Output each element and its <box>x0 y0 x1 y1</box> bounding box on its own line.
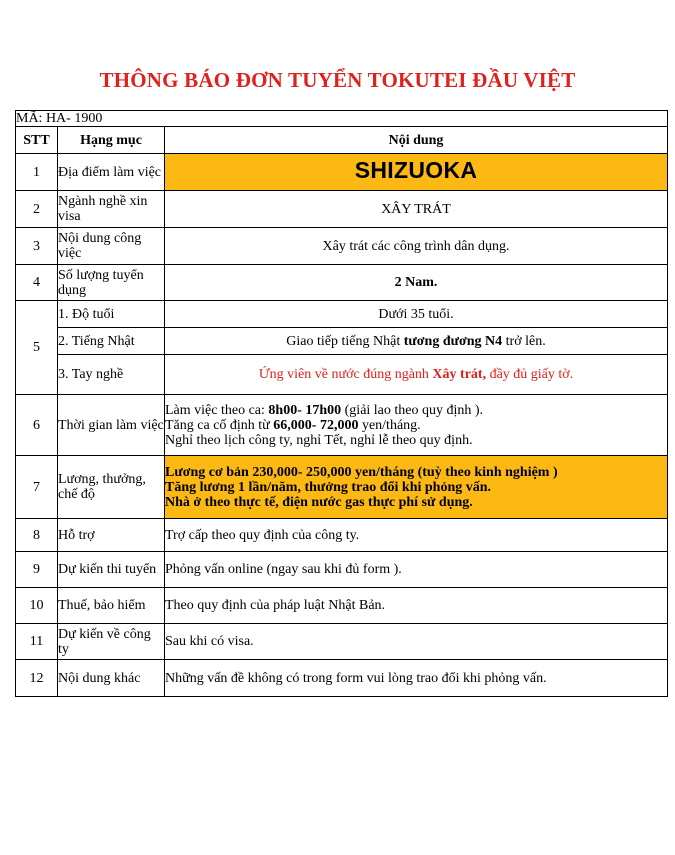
row-content: Trợ cấp theo quy định của công ty. <box>165 519 668 552</box>
text-part: yen/tháng. <box>358 417 421 433</box>
row-content: Dưới 35 tuổi. <box>165 301 668 328</box>
text-part: Giao tiếp tiếng Nhật <box>286 333 404 349</box>
row-category: Thời gian làm việc <box>58 395 165 456</box>
text-part: Ứng viên về nước đúng ngành <box>258 367 433 382</box>
text-part: Tăng ca cố định từ <box>165 417 274 433</box>
row-number: 5 <box>16 301 58 395</box>
row-number: 6 <box>16 395 58 456</box>
text-bold: tương đương N4 <box>403 333 503 349</box>
row-category: Nội dung công việc <box>58 228 165 265</box>
row-number: 12 <box>16 660 58 697</box>
row-category: Địa điểm làm việc <box>58 154 165 191</box>
table-row <box>16 552 668 588</box>
row-content: Sau khi có visa. <box>165 624 668 660</box>
code-row <box>16 111 668 127</box>
table-row <box>16 624 668 660</box>
row-number: 3 <box>16 228 58 265</box>
row-number: 11 <box>16 624 58 660</box>
row-content-location <box>165 154 668 191</box>
content-line: Lương cơ bản 230,000- 250,000 yen/tháng (tuỳ theo kinh nghiệm ) <box>165 464 558 480</box>
row-content-salary <box>165 456 668 519</box>
text-bold: Xây trát, <box>432 367 487 382</box>
row-content <box>165 395 668 456</box>
table-header <box>16 127 668 154</box>
text-bold: 8h00- 17h00 <box>268 402 342 418</box>
row-category: 2. Tiếng Nhật <box>58 328 165 355</box>
text-part: trở lên. <box>502 333 546 349</box>
row-category: Ngành nghề xin visa <box>58 191 165 228</box>
row-category: Lương, thưởng, chế độ <box>58 456 165 519</box>
row-category: Số lượng tuyển dụng <box>58 265 165 301</box>
row-category: 1. Độ tuổi <box>58 301 165 328</box>
text-part: Làm việc theo ca: <box>165 402 269 418</box>
table-row <box>16 588 668 624</box>
header-content: Nội dung <box>165 127 668 154</box>
content-line <box>165 418 667 433</box>
table-row <box>16 154 668 191</box>
row-content <box>165 328 668 355</box>
table-row <box>16 660 668 697</box>
text-bold: 66,000- 72,000 <box>273 417 359 433</box>
text-part: đầy đủ giấy tờ. <box>486 367 574 382</box>
table-row <box>16 395 668 456</box>
row-number: 10 <box>16 588 58 624</box>
table-row <box>16 456 668 519</box>
row-category: 3. Tay nghề <box>58 355 165 395</box>
row-content: Phỏng vấn online (ngay sau khi đủ form ). <box>165 552 668 588</box>
table-row <box>16 328 668 355</box>
row-content: 2 Nam. <box>165 265 668 301</box>
header-stt: STT <box>16 127 58 154</box>
content-line <box>165 403 667 418</box>
row-category: Nội dung khác <box>58 660 165 697</box>
row-content: Theo quy định của pháp luật Nhật Bản. <box>165 588 668 624</box>
row-number: 2 <box>16 191 58 228</box>
row-category: Dự kiến thi tuyển <box>58 552 165 588</box>
row-number: 4 <box>16 265 58 301</box>
row-number: 8 <box>16 519 58 552</box>
table-row <box>16 191 668 228</box>
content-line: Nhà ở theo thực tế, điện nước gas thực phí sử dụng. <box>165 494 473 510</box>
page-title: THÔNG BÁO ĐƠN TUYỂN TOKUTEI ĐẦU VIỆT <box>99 68 576 92</box>
row-number: 7 <box>16 456 58 519</box>
text-part: (giải lao theo quy định ). <box>341 402 484 418</box>
row-category: Dự kiến về công ty <box>58 624 165 660</box>
table-row <box>16 228 668 265</box>
row-content <box>165 355 668 395</box>
job-table <box>15 110 668 697</box>
row-content: Xây trát các công trình dân dụng. <box>165 228 668 265</box>
table-row <box>16 519 668 552</box>
row-category: Hỗ trợ <box>58 519 165 552</box>
table-row <box>16 265 668 301</box>
row-category: Thuế, bảo hiểm <box>58 588 165 624</box>
job-code: MÃ: HA- 1900 <box>16 111 668 127</box>
content-line: Tăng lương 1 lần/năm, thưởng trao đổi khi phỏng vấn. <box>165 479 492 495</box>
table-row <box>16 301 668 328</box>
row-number: 9 <box>16 552 58 588</box>
row-content: Những vấn đề không có trong form vui lòng trao đổi khi phỏng vấn. <box>165 660 668 697</box>
row-content: XÂY TRÁT <box>165 191 668 228</box>
table-row <box>16 355 668 395</box>
content-line: Nghỉ theo lịch công ty, nghỉ Tết, nghỉ lễ theo quy định. <box>165 432 473 448</box>
location-value: SHIZUOKA <box>354 156 478 183</box>
row-number: 1 <box>16 154 58 191</box>
header-category: Hạng mục <box>58 127 165 154</box>
